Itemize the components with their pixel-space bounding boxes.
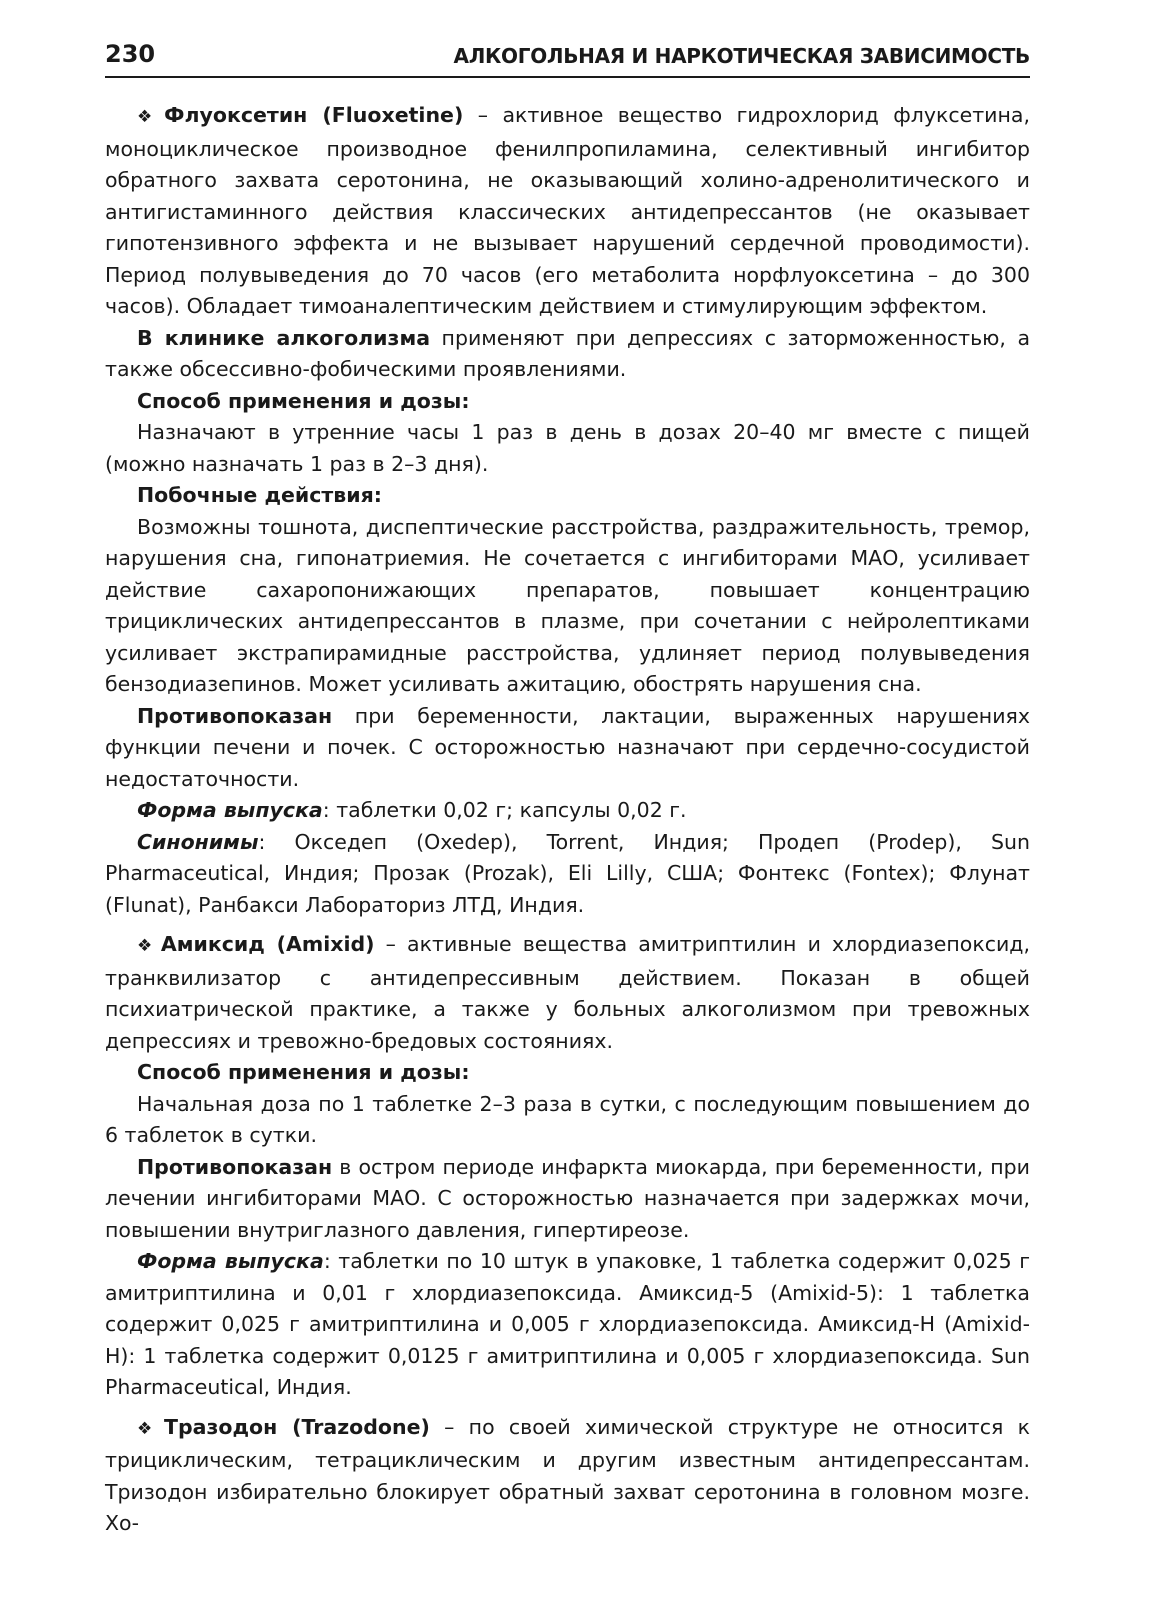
drug-description: – активное вещество гидрохлорид флуксетина, моноциклическое производное фенилпропиламина, селективный ингибитор обратного захвата серотонина, не оказывающий холино-адренолитического и антигистаминного действия классических антидепрессантов (не оказывает гипотензивного эффекта и не вызывает нарушений сердечной проводимости). Период полувыведения до 70 часов (его метаболита норфлуоксетина – до 300 часов). Обладает тимоаналептическим действием и стимулирующим эффектом. — [105, 103, 1030, 318]
release-form-paragraph — [105, 1246, 1030, 1404]
dosage-text: Начальная доза по 1 таблетке 2–3 раза в сутки, с последующим повышением до 6 таблеток в сутки. — [105, 1091, 1030, 1147]
diamond-bullet-icon: ❖ — [137, 1418, 160, 1439]
contraindications-paragraph — [105, 701, 1030, 796]
contraindications-paragraph — [105, 1152, 1030, 1247]
running-title: АЛКОГОЛЬНАЯ И НАРКОТИЧЕСКАЯ ЗАВИСИМОСТЬ — [453, 44, 1030, 68]
drug-intro — [105, 100, 1030, 323]
drug-name: Тразодон (Trazodone) — [164, 1414, 430, 1439]
clinic-label: В клинике алкоголизма — [137, 325, 431, 350]
release-form-text: : таблетки по 10 штук в упаковке, 1 таблетка содержит 0,025 г амитриптилина и 0,01 г хлордиазепоксида. Амиксид-5 (Amixid-5): 1 таблетка содержит 0,025 г амитриптилина и 0,005 г хлордиазепоксида. Амиксид-Н (Amixid-H): 1 таблетка содержит 0,0125 г амитриптилина и 0,005 г хлордиазепоксида. Sun Pharmaceutical, Индия. — [105, 1249, 1030, 1399]
contraindications-label: Противопоказан — [137, 703, 333, 728]
contraindications-label: Противопоказан — [137, 1154, 333, 1179]
synonyms-paragraph — [105, 827, 1030, 922]
clinic-text: применяют при депрессиях с заторможенностью, а также обсессивно-фобическими проявлениями. — [105, 325, 1031, 381]
drug-entry-amixid — [105, 929, 1030, 1404]
contraindications-text: при беременности, лактации, выраженных нарушениях функции печени и почек. С осторожностью назначают при сердечно-сосудистой недостаточности. — [105, 703, 1030, 791]
diamond-bullet-icon: ❖ — [137, 936, 157, 956]
page-header — [105, 40, 1030, 78]
drug-entry-fluoxetine — [105, 100, 1030, 921]
diamond-bullet-icon: ❖ — [137, 107, 161, 127]
side-effects-heading: Побочные действия: — [137, 483, 383, 507]
synonyms-text: : Окседеп (Oxedep), Torrent, Индия; Продеп (Prodep), Sun Pharmaceutical, Индия; Прозак (Prozak), Eli Lilly, США; Фонтекс (Fontex); Флунат (Flunat), Ранбакси Лабораториз ЛТД, Индия. — [105, 829, 1030, 917]
release-form-text: : таблетки 0,02 г; капсулы 0,02 г. — [322, 798, 687, 822]
drug-name: Флуоксетин (Fluoxetine) — [164, 103, 464, 127]
drug-description: – активные вещества амитриптилин и хлордиазепоксид, транквилизатор с антидепрессивным действием. Показан в общей психиатрической практике, а также у больных алкоголизмом при тревожных депрессиях и тревожно-бредовых состояниях. — [105, 932, 1031, 1053]
contraindications-text: в остром периоде инфаркта миокарда, при беременности, при лечении ингибиторами МАО. С осторожностью назначается при задержках мочи, повышении внутриглазного давления, гипертиреозе. — [105, 1154, 1030, 1242]
release-form-label: Форма выпуска — [137, 798, 323, 822]
document-page — [105, 40, 1030, 1540]
page-number: 230 — [105, 40, 156, 68]
release-form-paragraph — [105, 795, 1030, 827]
dosage-text: Назначают в утренние часы 1 раз в день в дозах 20–40 мг вместе с пищей (можно назначать 1 раз в 2–3 дня). — [105, 420, 1030, 476]
drug-intro — [105, 1412, 1030, 1540]
drug-intro — [105, 929, 1030, 1057]
dosage-heading: Способ применения и дозы: — [137, 388, 470, 413]
drug-name: Амиксид (Amixid) — [160, 932, 375, 956]
drug-entry-trazodone — [105, 1412, 1030, 1540]
release-form-label: Форма выпуска — [137, 1249, 324, 1273]
clinic-paragraph — [105, 323, 1030, 386]
drug-description: – по своей химической структуре не относится к трициклическим, тетрациклическим и другим известным антидепрессантам. Тризодон избирательно блокирует обратный захват серотонина в головном мозге. Хо- — [105, 1414, 1030, 1535]
side-effects-text: Возможны тошнота, диспептические расстройства, раздражительность, тремор, нарушения сна, гипонатриемия. Не сочетается с ингибиторами МАО, усиливает действие сахаропонижающих препаратов, повышает концентрацию трициклических антидепрессантов в плазме, при сочетании с нейролептиками усиливает экстрапирамидные расстройства, удлиняет период полувыведения бензодиазепинов. Может усиливать ажитацию, обострять нарушения сна. — [105, 514, 1030, 696]
synonyms-label: Синонимы — [137, 829, 259, 854]
dosage-heading: Способ применения и дозы: — [137, 1060, 470, 1084]
